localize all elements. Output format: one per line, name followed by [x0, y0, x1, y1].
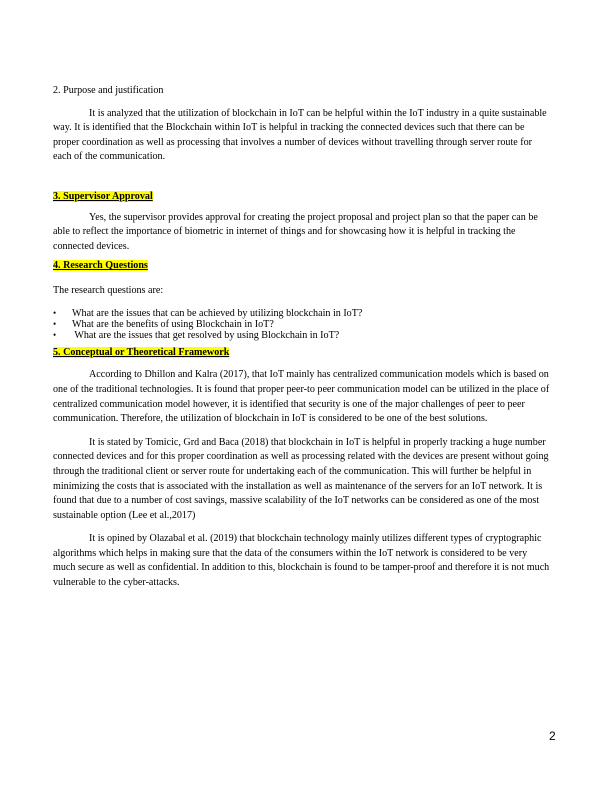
- section-5-paragraph-1: According to Dhillon and Kalra (2017), that IoT mainly has centralized communication models which is based on one of the traditional technologies. It is found that proper peer-to peer communication model can be utilized in the place of centralized communication model however, it is identified that security is one of the major challenges of peer to peer communication. Therefore, the utilization of blockchain in IoT is considered to be one of the best solutions.: [53, 369, 550, 425]
- section-5-paragraph-2: It is stated by Tomicic, Grd and Baca (2018) that blockchain in IoT is helpful in properly tracking a huge number connected devices and for this proper coordination as well as processing related with the devices are present without going through the traditional client or server route for undertaking each of the communication. This will further be helpful in minimizing the costs that is associated with the installation as well as maintenance of the servers for an IoT network. It is found that due to a number of cost savings, massive scalability of the IoT networks can be considered as one of the most sustainable option (Lee et al.,2017): [53, 436, 549, 521]
- page-content: [53, 84, 551, 591]
- list-item: [53, 330, 551, 341]
- section-5-heading-text: 5. Conceptual or Theoretical Framework: [53, 346, 230, 358]
- list-item: [53, 308, 551, 319]
- section-2-paragraph: It is analyzed that the utilization of blockchain in IoT can be helpful within the IoT industry in a quite sustainable way. It is identified that the Blockchain within IoT is helpful in tracking the connected devices such that there can be proper coordination as well as processing that involves a number of devices without travelling through server route for each of the communication.: [53, 107, 547, 163]
- question-text: What are the issues that get resolved by using Blockchain in IoT?: [72, 330, 340, 342]
- list-item: [53, 319, 551, 330]
- section-5-heading: [53, 346, 551, 361]
- research-questions-intro: The research questions are:: [53, 284, 164, 296]
- section-5-paragraph-3: It is opined by Olazabal et al. (2019) that blockchain technology mainly utilizes different types of cryptographic algorithms which helps in making sure that the data of the consumers within the IoT network is considered to be very much secure as well as confidential. In addition to this, blockchain is found to be tamper-proof and therefore it is not much vulnerable to the cyber-attacks.: [53, 533, 550, 589]
- question-text: What are the issues that can be achieved by utilizing blockchain in IoT?: [72, 307, 363, 319]
- page-number: 2: [549, 729, 556, 743]
- section-2-heading: 2. Purpose and justification: [53, 85, 164, 96]
- section-3-paragraph: Yes, the supervisor provides approval for creating the project proposal and project plan so that the paper can be able to reflect the importance of biometric in internet of things and for showcasing how it is helpful in tracking the connected devices.: [53, 211, 538, 252]
- section-3-heading-text: 3. Supervisor Approval: [53, 190, 153, 202]
- section-4-heading-text: 4. Research Questions: [53, 260, 148, 272]
- section-3-heading: [53, 190, 551, 205]
- bullet-icon: •: [53, 330, 57, 341]
- section-4-heading: [53, 259, 551, 274]
- bullet-icon: •: [53, 318, 57, 329]
- bullet-icon: •: [53, 307, 57, 318]
- question-text: What are the benefits of using Blockchain in IoT?: [72, 318, 274, 330]
- research-questions-list: [53, 308, 551, 342]
